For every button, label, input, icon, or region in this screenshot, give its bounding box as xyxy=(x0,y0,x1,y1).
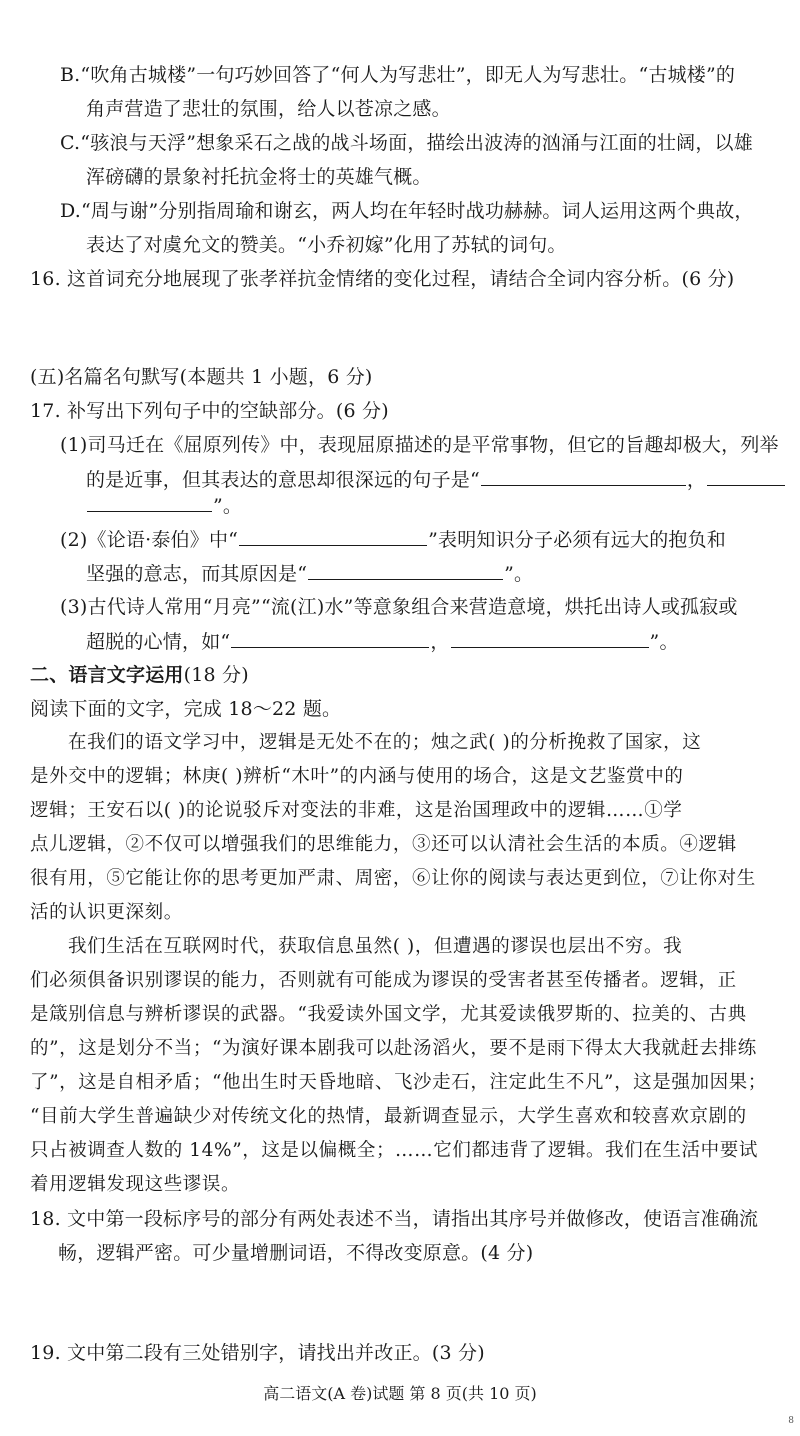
option-d-line1: D.“周与谢”分别指周瑜和谢玄，两人均在年轻时战功赫赫。词人运用这两个典故， xyxy=(60,200,754,222)
answer-blank-1a[interactable] xyxy=(481,466,686,486)
passage-p1-line4: 点儿逻辑，②不仅可以增强我们的思维能力，③还可以认清社会生活的本质。④逻辑 xyxy=(30,834,737,855)
q17-item2-text-a: (2)《论语·泰伯》中“ xyxy=(60,529,239,551)
q17-item2-text-c: 坚强的意志，而其原因是“ xyxy=(86,563,308,585)
q17-item1-close: ”。 xyxy=(213,495,243,517)
corner-page-mark: 8 xyxy=(788,1416,794,1426)
answer-blank-2b[interactable] xyxy=(308,560,503,580)
passage-p2-line4: 的”，这是划分不当；“为演好课本剧我可以赴汤滔火，要不是雨下得太大我就赶去排练 xyxy=(30,1038,757,1059)
q17-item3-line2 xyxy=(86,628,679,655)
answer-blank-1b-start[interactable] xyxy=(707,466,785,486)
passage-p2-line8: 着用逻辑发现这些谬误。 xyxy=(30,1174,241,1195)
question-18-line1: 18. 文中第一段标序号的部分有两处表述不当，请指出其序号并做修改，使语言准确流 xyxy=(30,1208,759,1230)
section-5-heading: (五)名篇名句默写(本题共 1 小题，6 分) xyxy=(30,366,373,388)
answer-blank-1b-end[interactable] xyxy=(87,492,212,512)
passage-p1-line2: 是外交中的逻辑；林庚( )辨析“木叶”的内涵与使用的场合，这是文艺鉴赏中的 xyxy=(30,766,684,787)
option-d-line2: 表达了对虞允文的赞美。“小乔初嫁”化用了苏轼的词句。 xyxy=(86,234,567,256)
answer-blank-3b[interactable] xyxy=(451,628,649,648)
answer-blank-2a[interactable] xyxy=(239,526,427,546)
part-2-heading xyxy=(30,662,249,688)
option-b-line1: B.“吹角古城楼”一句巧妙回答了“何人为写悲壮”，即无人为写悲壮。“古城楼”的 xyxy=(60,64,736,86)
question-18-line2: 畅，逻辑严密。可少量增删词语，不得改变原意。(4 分) xyxy=(58,1242,534,1264)
option-c-line1: C.“骇浪与天浮”想象采石之战的战斗场面，描绘出波涛的汹涌与江面的壮阔，以雄 xyxy=(60,132,753,154)
passage-p2-line2: 们必须俱备识别谬误的能力，否则就有可能成为谬误的受害者甚至传播者。逻辑，正 xyxy=(30,970,737,991)
q17-item2-close: ”。 xyxy=(504,563,534,585)
q17-item1-line3 xyxy=(86,492,242,519)
page-footer: 高二语文(A 卷)试题 第 8 页(共 10 页) xyxy=(263,1384,537,1403)
q17-item3-text: 超脱的心情，如“ xyxy=(86,631,231,653)
passage-p2-line1: 我们生活在互联网时代，获取信息虽然( )，但遭遇的谬误也层出不穷。我 xyxy=(68,936,683,957)
question-16: 16. 这首词充分地展现了张孝祥抗金情绪的变化过程，请结合全词内容分析。(6 分) xyxy=(30,268,735,290)
passage-p2-line5: 了”，这是自相矛盾；“他出生时天昏地暗、飞沙走石，注定此生不凡”，这是强加因果； xyxy=(30,1072,767,1093)
part-2-score: (18 分) xyxy=(183,664,249,686)
answer-blank-3a[interactable] xyxy=(231,628,429,648)
q17-item1-text: 的是近事，但其表达的意思却很深远的句子是“ xyxy=(86,469,480,491)
q17-item1-line1: (1)司马迁在《屈原列传》中，表现屈原描述的是平常事物，但它的旨趣却极大，列举 xyxy=(60,434,779,456)
part-2-title: 二、语言文字运用 xyxy=(30,664,184,686)
passage-p1-line6: 活的认识更深刻。 xyxy=(30,902,183,923)
q17-item1-line2 xyxy=(86,466,786,493)
q17-item3-comma: ， xyxy=(430,631,450,653)
q17-item2-text-b: ”表明知识分子必须有远大的抱负和 xyxy=(428,529,726,551)
passage-p1-line5: 很有用，⑤它能让你的思考更加严肃、周密，⑥让你的阅读与表达更到位，⑦让你对生 xyxy=(30,868,756,889)
passage-p2-line6: “目前大学生普遍缺少对传统文化的热情，最新调查显示，大学生喜欢和较喜欢京剧的 xyxy=(30,1106,747,1127)
q17-item3-close: ”。 xyxy=(649,631,679,653)
passage-p1-line1: 在我们的语文学习中，逻辑是无处不在的；烛之武( )的分析挽救了国家，这 xyxy=(68,732,702,753)
passage-p2-line3: 是箴别信息与辨析谬误的武器。“我爱读外国文学，尤其爱读俄罗斯的、拉美的、古典 xyxy=(30,1004,747,1025)
q17-item2-line2 xyxy=(86,560,533,587)
question-19: 19. 文中第二段有三处错别字，请找出并改正。(3 分) xyxy=(30,1342,485,1364)
question-17: 17. 补写出下列句子中的空缺部分。(6 分) xyxy=(30,400,389,422)
passage-p1-line3: 逻辑；王安石以( )的论说驳斥对变法的非难，这是治国理政中的逻辑……①学 xyxy=(30,800,683,821)
passage-p2-line7: 只占被调查人数的 14%”，这是以偏概全；……它们都违背了逻辑。我们在生活中要试 xyxy=(30,1140,758,1161)
reading-instruction: 阅读下面的文字，完成 18～22 题。 xyxy=(30,698,342,720)
option-b-line2: 角声营造了悲壮的氛围，给人以苍凉之感。 xyxy=(86,98,451,120)
q17-item3-line1: (3)古代诗人常用“月亮”“流(江)水”等意象组合来营造意境，烘托出诗人或孤寂或 xyxy=(60,596,738,618)
q17-item1-comma: ， xyxy=(686,469,707,491)
q17-item2-line1 xyxy=(60,526,726,553)
option-c-line2: 浑磅礴的景象衬托抗金将士的英雄气概。 xyxy=(86,166,432,188)
